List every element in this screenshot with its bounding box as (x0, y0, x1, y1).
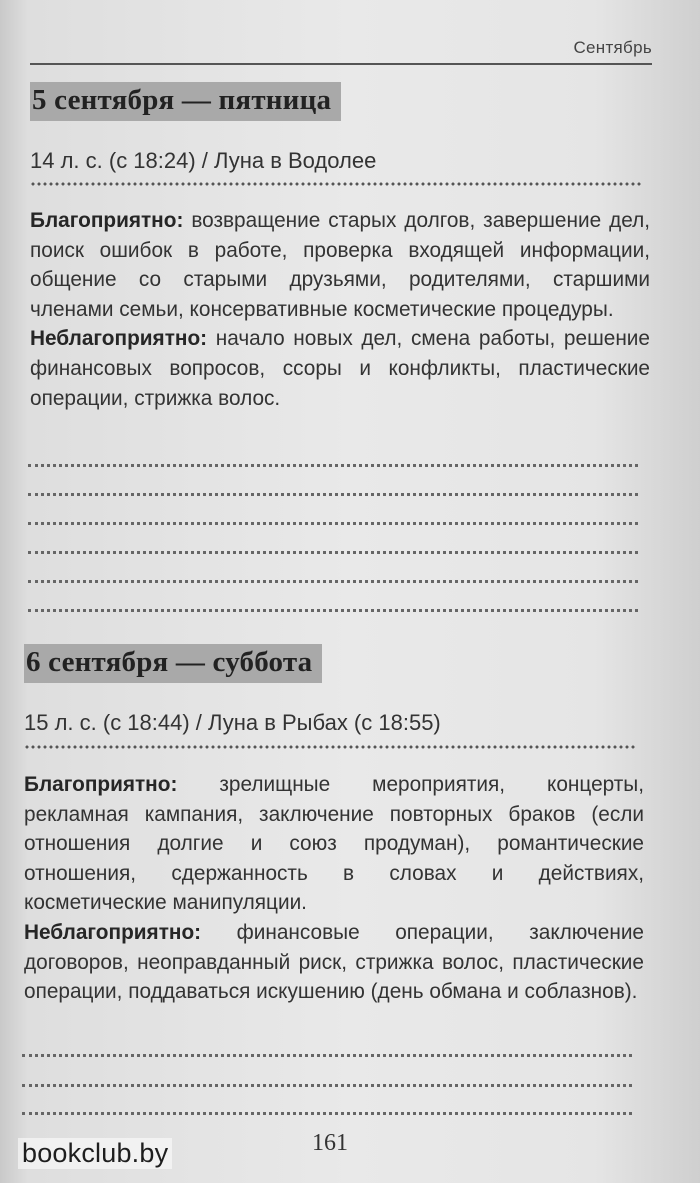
note-line (22, 1054, 632, 1057)
note-line (28, 580, 638, 583)
note-line (22, 1112, 632, 1115)
header-rule (30, 63, 652, 65)
favorable-text: зрелищные мероприятия, концерты, рекламная кампания, заключение повторных браков (если отношения долгие и союз продуман), романтические отношения, сдержанность в словах и действиях, косметические манипуляции. (24, 773, 644, 915)
favorable-label: Благоприятно: (24, 773, 178, 796)
note-line (28, 551, 638, 554)
wavy-divider (24, 743, 636, 751)
unfavorable-label: Неблагоприятно: (30, 327, 208, 351)
wavy-divider (30, 180, 642, 188)
watermark-text: bookclub.by (18, 1138, 172, 1169)
unfavorable-text: финансовые операции, заключение договоров, неоправданный риск, стрижка волос, пластические операции, поддаваться искушению (день обмана и соблазнов). (24, 920, 645, 1004)
lunar-info-sep-6: 15 л. с. (с 18:44) / Луна в Рыбах (с 18:55) (24, 710, 441, 735)
note-line (28, 493, 638, 496)
note-line (28, 464, 638, 467)
entry-text-sep-5 (30, 206, 650, 413)
favorable-text: возвращение старых долгов, завершение дел, поиск ошибок в работе, проверка входящей информации, общение со старыми друзьями, родителями, старшими членами семьи, консервативные косметические процедуры. (30, 209, 650, 321)
page-number: 161 (312, 1130, 348, 1156)
note-line (28, 609, 638, 612)
unfavorable-label: Неблагоприятно: (24, 920, 202, 944)
entry-text-sep-6 (24, 770, 644, 1007)
note-line (28, 522, 638, 525)
running-head: Сентябрь (573, 38, 652, 57)
note-line (22, 1084, 632, 1087)
lunar-info-sep-5: 14 л. с. (с 18:24) / Луна в Водолее (30, 148, 377, 173)
day-heading-sep-6: 6 сентября — суббота (24, 644, 322, 683)
favorable-label: Благоприятно: (30, 209, 184, 232)
day-heading-sep-5: 5 сентября — пятница (30, 82, 341, 121)
unfavorable-text: начало новых дел, смена работы, решение финансовых вопросов, ссоры и конфликты, пластические операции, стрижка волос. (30, 327, 650, 410)
